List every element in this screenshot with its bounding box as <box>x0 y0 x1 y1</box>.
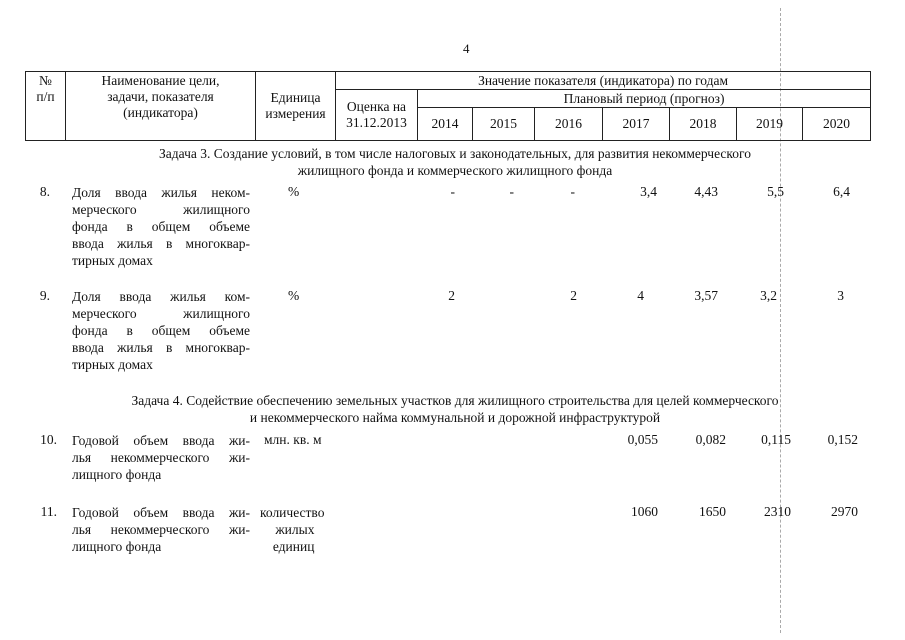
header-estimate: Оценка на 31.12.2013 <box>336 90 418 141</box>
value-2018: 3,57 <box>694 288 718 303</box>
row-unit: % <box>288 184 300 199</box>
header-year: 2018 <box>670 108 737 141</box>
value-2020: 6,4 <box>833 184 850 199</box>
row-name-line: лищного фонда <box>72 467 162 482</box>
value-2017: 0,055 <box>627 432 658 447</box>
indicator-table-header <box>25 71 871 141</box>
value-2018: 0,082 <box>695 432 726 447</box>
row-name-line: тирных домах <box>72 253 153 268</box>
value-2014: 2 <box>448 288 455 303</box>
value-2020: 3 <box>837 288 844 303</box>
row-name <box>72 432 250 483</box>
value-2017: 3,4 <box>640 184 657 199</box>
row-name-line: Годовой объем ввода жи- <box>72 433 250 448</box>
row-name-line: фонда в общем объеме <box>72 219 250 234</box>
header-year: 2014 <box>418 108 473 141</box>
row-name-line: ввода жилья в многоквар- <box>72 340 250 355</box>
row-name-line: тирных домах <box>72 357 153 372</box>
row-unit: млн. кв. м <box>264 432 322 447</box>
value-2014: - <box>450 184 455 199</box>
task-3-heading <box>95 145 815 179</box>
row-unit: % <box>288 288 300 303</box>
value-2020: 2970 <box>831 504 858 519</box>
header-year: 2016 <box>535 108 603 141</box>
value-2018: 1650 <box>699 504 726 519</box>
value-2020: 0,152 <box>827 432 858 447</box>
row-name <box>72 288 250 373</box>
task-3-line-2: жилищного фонда и коммерческого жилищного фонда <box>297 163 613 178</box>
row-number: 11. <box>40 504 57 519</box>
row-unit-line: единиц <box>272 539 315 554</box>
header-unit: Единица измерения <box>256 72 336 141</box>
header-year: 2019 <box>737 108 803 141</box>
row-name-line: лищного фонда <box>72 539 162 554</box>
row-name-line: ввода жилья в многоквар- <box>72 236 250 251</box>
header-year: 2015 <box>473 108 535 141</box>
row-unit-line: количество <box>260 505 325 520</box>
row-number: 8. <box>39 184 50 199</box>
value-2017: 4 <box>637 288 644 303</box>
row-name <box>72 184 250 269</box>
value-2018: 4,43 <box>694 184 718 199</box>
header-year: 2020 <box>803 108 871 141</box>
task-4-line-1: Задача 4. Содействие обеспечению земельных участков для жилищного строительства для целей коммерческого <box>131 393 779 408</box>
value-2015: - <box>509 184 514 199</box>
value-2019: 0,115 <box>761 432 791 447</box>
row-number: 9. <box>39 288 50 303</box>
row-name-line: мерческого жилищного <box>72 202 250 217</box>
row-name <box>72 504 250 555</box>
row-name-line: мерческого жилищного <box>72 306 250 321</box>
row-name-line: фонда в общем объеме <box>72 323 250 338</box>
row-name-line: Доля ввода жилья ком- <box>72 289 250 304</box>
value-2019: 3,2 <box>760 288 777 303</box>
task-4-heading <box>55 392 855 426</box>
task-4-line-2: и некоммерческого найма коммунальной и дорожной инфраструктурой <box>249 410 661 425</box>
header-values: Значение показателя (индикатора) по годам <box>336 72 871 90</box>
task-3-line-1: Задача 3. Создание условий, в том числе налоговых и законодательных, для развития некоммерческого <box>159 146 751 161</box>
value-2017: 1060 <box>631 504 658 519</box>
row-unit-line: жилых <box>275 522 315 537</box>
value-2016: 2 <box>570 288 577 303</box>
value-2019: 2310 <box>764 504 791 519</box>
value-2016: - <box>570 184 575 199</box>
value-2019: 5,5 <box>767 184 784 199</box>
header-plan: Плановый период (прогноз) <box>418 90 871 108</box>
page-number: 4 <box>463 41 470 56</box>
header-year: 2017 <box>603 108 670 141</box>
row-name-line: Годовой объем ввода жи- <box>72 505 250 520</box>
row-unit <box>260 504 324 555</box>
row-name-line: лья некоммерческого жи- <box>72 450 250 465</box>
row-name-line: Доля ввода жилья неком- <box>72 185 250 200</box>
row-name-line: лья некоммерческого жи- <box>72 522 250 537</box>
header-name: Наименование цели, задачи, показателя (индикатора) <box>66 72 256 141</box>
row-number: 10. <box>40 432 57 447</box>
header-num: № п/п <box>26 72 66 141</box>
